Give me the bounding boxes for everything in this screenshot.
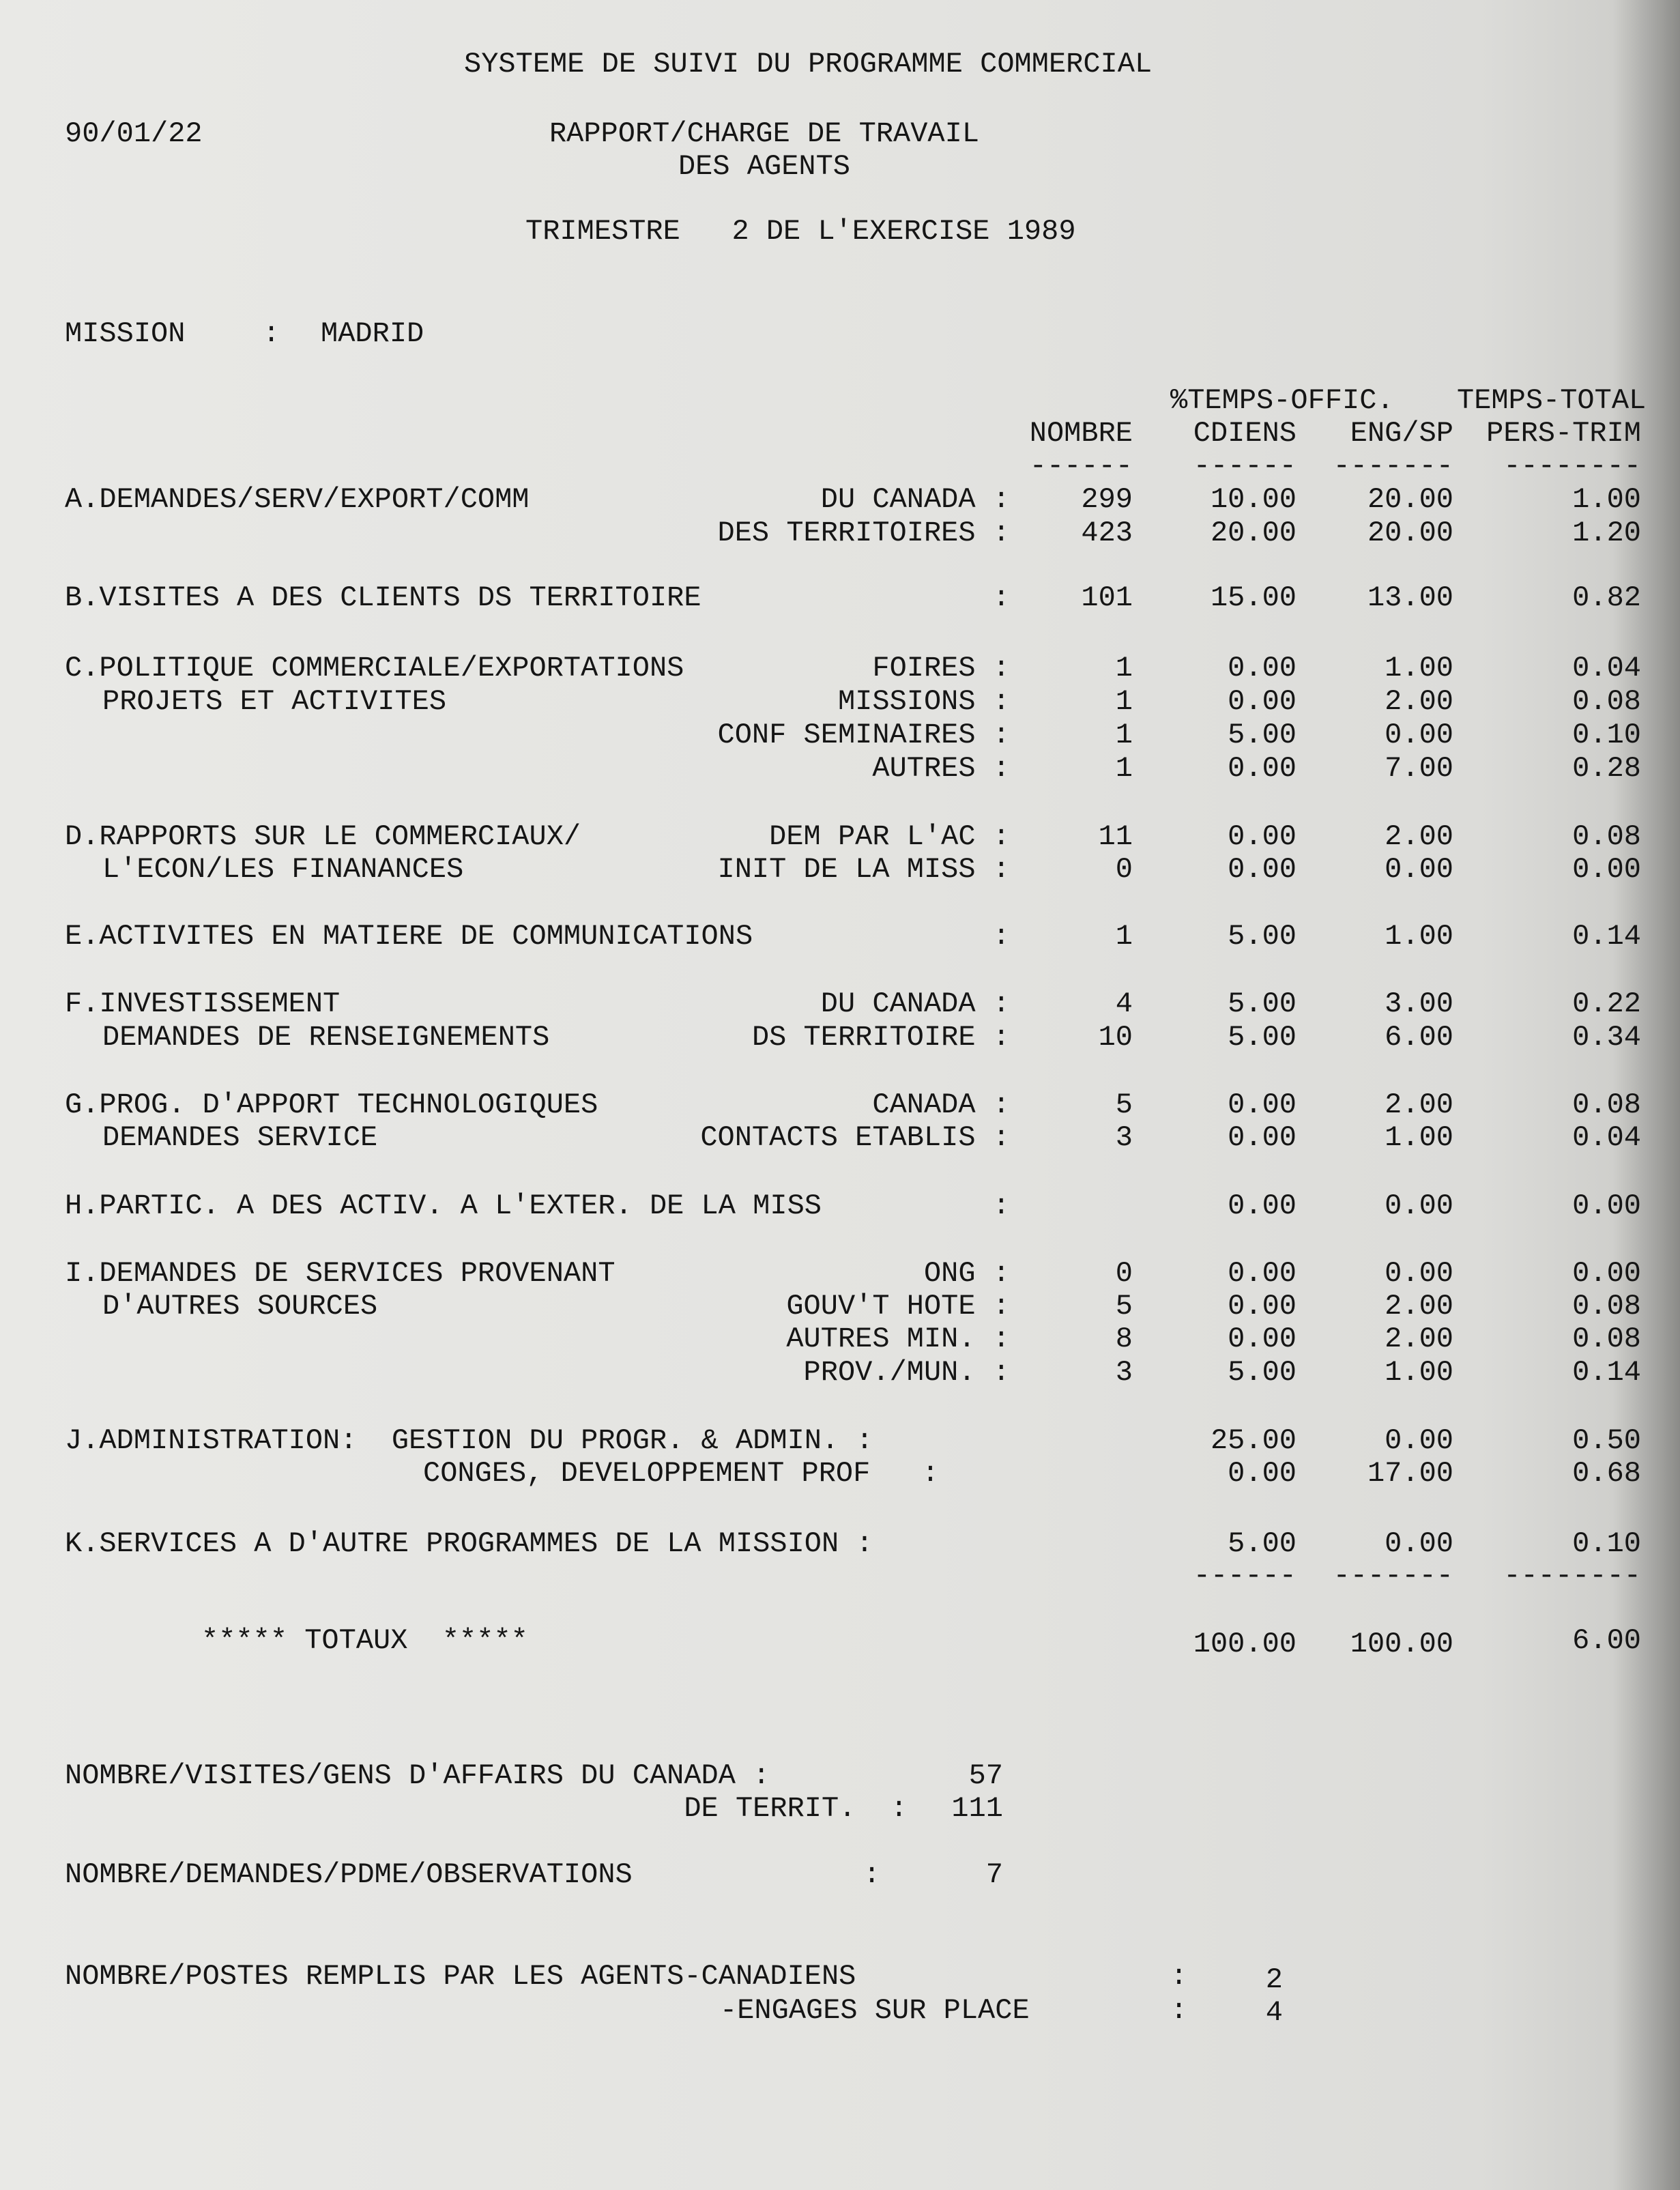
cell-cdiens: 15.00	[1210, 581, 1297, 614]
row-label: G.PROG. D'APPORT TECHNOLOGIQUES	[65, 1089, 598, 1121]
report-period: TRIMESTRE 2 DE L'EXERCISE 1989	[525, 215, 1076, 248]
cell-engsp: 2.00	[1385, 1089, 1453, 1121]
visites-canada-value: 57	[968, 1759, 1003, 1792]
row-sublabel: FOIRES :	[872, 652, 1010, 685]
cell-pers-trim: 0.08	[1572, 1323, 1641, 1355]
cell-engsp: 20.00	[1367, 517, 1453, 549]
totals-underline-pers-trim: --------	[1503, 1559, 1641, 1592]
cell-cdiens: 5.00	[1228, 1527, 1297, 1560]
cell-engsp: 6.00	[1385, 1021, 1453, 1054]
cell-engsp: 0.00	[1385, 1257, 1453, 1290]
cell-cdiens: 5.00	[1228, 1021, 1297, 1054]
total-engsp: 100.00	[1350, 1628, 1453, 1660]
mission-separator: :	[263, 317, 280, 350]
cell-nombre: 4	[1115, 988, 1133, 1020]
row-label: H.PARTIC. A DES ACTIV. A L'EXTER. DE LA MISS	[65, 1190, 822, 1222]
row-sublabel: CONF SEMINAIRES :	[717, 719, 1010, 751]
cell-cdiens: 0.00	[1228, 1323, 1297, 1355]
postes-engages-value: 4	[1265, 1996, 1283, 2029]
cell-cdiens: 5.00	[1228, 920, 1297, 953]
cell-nombre: 1	[1115, 719, 1133, 751]
row-sublabel: PROV./MUN. :	[803, 1356, 1010, 1389]
col-group-pct-temps-offic: %TEMPS-OFFIC.	[1170, 384, 1394, 417]
cell-cdiens: 5.00	[1228, 719, 1297, 751]
row-sublabel: MISSIONS :	[837, 685, 1010, 718]
row-sublabel: :	[992, 920, 1010, 953]
postes-separator: :	[1170, 1960, 1188, 1993]
cell-pers-trim: 0.04	[1572, 652, 1641, 685]
cell-cdiens: 0.00	[1228, 853, 1297, 886]
col-group-temps-total: TEMPS-TOTAL	[1457, 384, 1647, 417]
cell-pers-trim: 1.20	[1572, 517, 1641, 549]
row-sublabel: :	[992, 1190, 1010, 1222]
report-date: 90/01/22	[65, 117, 203, 150]
row-sublabel: CANADA :	[872, 1089, 1010, 1121]
row-sublabel: :	[992, 581, 1010, 614]
row-sublabel: DS TERRITOIRE :	[751, 1021, 1010, 1054]
col-header-pers-trim: PERS-TRIM	[1486, 417, 1641, 450]
cell-cdiens: 20.00	[1210, 517, 1297, 549]
cell-cdiens: 0.00	[1228, 1121, 1297, 1154]
visites-label: NOMBRE/VISITES/GENS D'AFFAIRS DU CANADA :	[65, 1759, 770, 1792]
total-cdiens: 100.00	[1193, 1628, 1297, 1660]
total-pers-trim: 6.00	[1572, 1624, 1641, 1657]
cell-engsp: 17.00	[1367, 1457, 1453, 1490]
cell-nombre: 11	[1098, 820, 1133, 853]
cell-nombre: 1	[1115, 920, 1133, 953]
cell-pers-trim: 0.00	[1572, 1190, 1641, 1222]
cell-engsp: 2.00	[1385, 685, 1453, 718]
cell-engsp: 0.00	[1385, 719, 1453, 751]
row-label: A.DEMANDES/SERV/EXPORT/COMM	[65, 483, 530, 516]
row-label: E.ACTIVITES EN MATIERE DE COMMUNICATIONS	[65, 920, 753, 953]
cell-cdiens: 5.00	[1228, 1356, 1297, 1389]
postes-canadiens-value: 2	[1265, 1963, 1283, 1996]
row-label: CONGES, DEVELOPPEMENT PROF :	[423, 1457, 940, 1490]
visites-territ-value: 111	[951, 1792, 1003, 1825]
row-label: D'AUTRES SOURCES	[102, 1290, 378, 1323]
row-label: F.INVESTISSEMENT	[65, 988, 341, 1020]
cell-nombre: 3	[1115, 1356, 1133, 1389]
cell-cdiens: 10.00	[1210, 483, 1297, 516]
cell-engsp: 3.00	[1385, 988, 1453, 1020]
demandes-label: NOMBRE/DEMANDES/PDME/OBSERVATIONS	[65, 1858, 633, 1891]
cell-nombre: 423	[1081, 517, 1133, 549]
col-underline-nombre: ------	[1029, 450, 1133, 482]
engages-label: -ENGAGES SUR PLACE	[720, 1994, 1030, 2027]
engages-separator: :	[1170, 1994, 1188, 2027]
row-label: DEMANDES DE RENSEIGNEMENTS	[102, 1021, 550, 1054]
col-header-cdiens: CDIENS	[1193, 417, 1297, 450]
cell-nombre: 8	[1115, 1323, 1133, 1355]
cell-pers-trim: 0.14	[1572, 1356, 1641, 1389]
totals-underline-engsp: -------	[1333, 1559, 1453, 1592]
row-label: I.DEMANDES DE SERVICES PROVENANT	[65, 1257, 615, 1290]
cell-pers-trim: 0.10	[1572, 1527, 1641, 1560]
row-sublabel: DU CANADA :	[820, 988, 1010, 1020]
totals-underline-cdiens: ------	[1193, 1559, 1297, 1592]
row-label: B.VISITES A DES CLIENTS DS TERRITOIRE	[65, 581, 701, 614]
cell-nombre: 1	[1115, 652, 1133, 685]
totals-label: ***** TOTAUX *****	[201, 1624, 528, 1657]
cell-pers-trim: 0.34	[1572, 1021, 1641, 1054]
cell-nombre: 0	[1115, 853, 1133, 886]
row-sublabel: DU CANADA :	[820, 483, 1010, 516]
row-sublabel: ONG :	[923, 1257, 1010, 1290]
cell-engsp: 13.00	[1367, 581, 1453, 614]
cell-cdiens: 0.00	[1228, 1290, 1297, 1323]
row-sublabel: GOUV'T HOTE :	[786, 1290, 1010, 1323]
row-label: K.SERVICES A D'AUTRE PROGRAMMES DE LA MISSION :	[65, 1527, 873, 1560]
cell-pers-trim: 0.82	[1572, 581, 1641, 614]
row-sublabel: AUTRES :	[872, 752, 1010, 785]
cell-cdiens: 0.00	[1228, 1089, 1297, 1121]
system-title: SYSTEME DE SUIVI DU PROGRAMME COMMERCIAL	[464, 48, 1153, 81]
row-label: C.POLITIQUE COMMERCIALE/EXPORTATIONS	[65, 652, 684, 685]
cell-pers-trim: 0.68	[1572, 1457, 1641, 1490]
row-label: J.ADMINISTRATION: GESTION DU PROGR. & ADMIN. :	[65, 1424, 873, 1457]
col-underline-engsp: -------	[1333, 450, 1453, 482]
cell-cdiens: 25.00	[1210, 1424, 1297, 1457]
cell-nombre: 5	[1115, 1290, 1133, 1323]
row-sublabel: INIT DE LA MISS :	[717, 853, 1010, 886]
cell-engsp: 2.00	[1385, 1323, 1453, 1355]
cell-engsp: 0.00	[1385, 1190, 1453, 1222]
cell-pers-trim: 0.50	[1572, 1424, 1641, 1457]
cell-engsp: 7.00	[1385, 752, 1453, 785]
cell-pers-trim: 0.04	[1572, 1121, 1641, 1154]
cell-nombre: 1	[1115, 685, 1133, 718]
cell-cdiens: 0.00	[1228, 685, 1297, 718]
cell-engsp: 20.00	[1367, 483, 1453, 516]
cell-cdiens: 0.00	[1228, 1190, 1297, 1222]
cell-cdiens: 0.00	[1228, 1457, 1297, 1490]
cell-engsp: 1.00	[1385, 1121, 1453, 1154]
row-sublabel: DES TERRITOIRES :	[717, 517, 1010, 549]
cell-cdiens: 0.00	[1228, 820, 1297, 853]
col-header-engsp: ENG/SP	[1350, 417, 1453, 450]
postes-label: NOMBRE/POSTES REMPLIS PAR LES AGENTS-CANADIENS	[65, 1960, 856, 1993]
cell-pers-trim: 0.08	[1572, 820, 1641, 853]
cell-engsp: 0.00	[1385, 853, 1453, 886]
row-sublabel: CONTACTS ETABLIS :	[700, 1121, 1010, 1154]
cell-nombre: 5	[1115, 1089, 1133, 1121]
cell-pers-trim: 0.10	[1572, 719, 1641, 751]
cell-cdiens: 0.00	[1228, 752, 1297, 785]
row-label: D.RAPPORTS SUR LE COMMERCIAUX/	[65, 820, 581, 853]
cell-nombre: 1	[1115, 752, 1133, 785]
cell-pers-trim: 0.14	[1572, 920, 1641, 953]
cell-pers-trim: 0.08	[1572, 1089, 1641, 1121]
cell-cdiens: 5.00	[1228, 988, 1297, 1020]
cell-engsp: 2.00	[1385, 820, 1453, 853]
report-title-line-2: DES AGENTS	[678, 150, 851, 183]
demandes-separator: :	[863, 1858, 881, 1891]
cell-engsp: 1.00	[1385, 920, 1453, 953]
cell-pers-trim: 0.22	[1572, 988, 1641, 1020]
cell-pers-trim: 0.08	[1572, 685, 1641, 718]
cell-nombre: 3	[1115, 1121, 1133, 1154]
cell-cdiens: 0.00	[1228, 652, 1297, 685]
row-label: DEMANDES SERVICE	[102, 1121, 378, 1154]
cell-nombre: 299	[1081, 483, 1133, 516]
cell-engsp: 0.00	[1385, 1527, 1453, 1560]
mission-label: MISSION	[65, 317, 186, 350]
cell-engsp: 1.00	[1385, 1356, 1453, 1389]
demandes-value: 7	[985, 1858, 1003, 1891]
cell-cdiens: 0.00	[1228, 1257, 1297, 1290]
cell-pers-trim: 1.00	[1572, 483, 1641, 516]
col-header-nombre: NOMBRE	[1029, 417, 1133, 450]
cell-pers-trim: 0.00	[1572, 1257, 1641, 1290]
report-title-line-1: RAPPORT/CHARGE DE TRAVAIL	[549, 117, 980, 150]
visites-territ-label: DE TERRIT. :	[684, 1792, 908, 1825]
cell-nombre: 10	[1098, 1021, 1133, 1054]
row-sublabel: DEM PAR L'AC :	[769, 820, 1010, 853]
cell-nombre: 0	[1115, 1257, 1133, 1290]
cell-pers-trim: 0.28	[1572, 752, 1641, 785]
cell-pers-trim: 0.00	[1572, 853, 1641, 886]
row-sublabel: AUTRES MIN. :	[786, 1323, 1010, 1355]
row-label: L'ECON/LES FINANANCES	[102, 853, 464, 886]
mission-value: MADRID	[321, 317, 424, 350]
cell-engsp: 2.00	[1385, 1290, 1453, 1323]
col-underline-pers-trim: --------	[1503, 450, 1641, 482]
cell-engsp: 1.00	[1385, 652, 1453, 685]
cell-nombre: 101	[1081, 581, 1133, 614]
cell-engsp: 0.00	[1385, 1424, 1453, 1457]
row-label: PROJETS ET ACTIVITES	[102, 685, 447, 718]
col-underline-cdiens: ------	[1193, 450, 1297, 482]
cell-pers-trim: 0.08	[1572, 1290, 1641, 1323]
